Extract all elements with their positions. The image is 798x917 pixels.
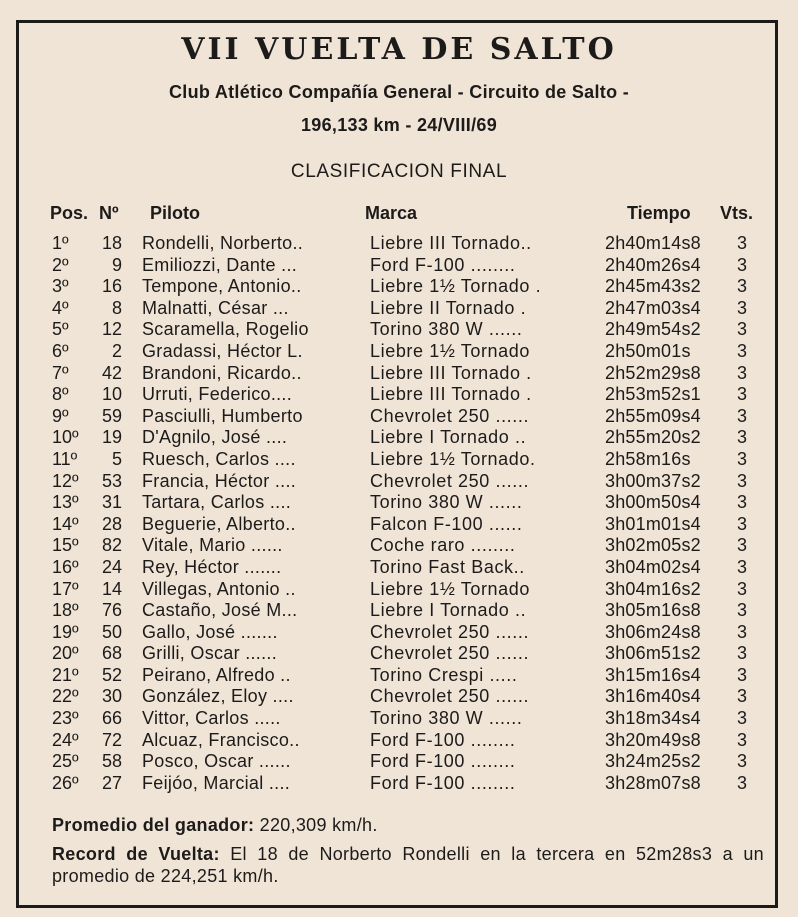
row-laps: 3 bbox=[737, 535, 748, 556]
row-car: Coche raro ........ bbox=[370, 535, 516, 556]
row-driver: Villegas, Antonio .. bbox=[142, 578, 296, 599]
row-driver: Emiliozzi, Dante ... bbox=[142, 254, 298, 275]
row-position: 23º bbox=[52, 708, 79, 729]
row-car: Chevrolet 250 ...... bbox=[370, 621, 530, 642]
row-driver: Malnatti, César ... bbox=[142, 297, 289, 318]
row-number: 8 bbox=[111, 297, 122, 318]
row-position: 7º bbox=[52, 362, 69, 383]
page-title: VII VUELTA DE SALTO bbox=[181, 32, 617, 67]
row-car: Falcon F-100 ...... bbox=[370, 513, 523, 534]
row-number: 27 bbox=[101, 772, 122, 793]
table-row bbox=[0, 341, 798, 363]
row-number: 52 bbox=[101, 664, 122, 685]
row-laps: 3 bbox=[737, 384, 748, 405]
row-laps: 3 bbox=[737, 254, 748, 275]
winner-average bbox=[52, 815, 378, 836]
row-laps: 3 bbox=[737, 276, 748, 297]
row-time: 2h47m03s4 bbox=[605, 297, 701, 318]
row-position: 1º bbox=[52, 233, 69, 253]
table-row bbox=[0, 579, 798, 601]
row-driver: Tartara, Carlos .... bbox=[142, 492, 292, 513]
table-row bbox=[0, 708, 798, 730]
row-number: 31 bbox=[101, 492, 122, 513]
row-time: 3h01m01s4 bbox=[605, 513, 701, 534]
row-time: 3h05m16s8 bbox=[605, 600, 701, 621]
row-time: 3h00m50s4 bbox=[605, 492, 701, 513]
row-time: 2h40m14s8 bbox=[605, 233, 701, 253]
table-row bbox=[0, 233, 798, 255]
row-position: 10º bbox=[52, 427, 79, 448]
row-laps: 3 bbox=[737, 751, 748, 772]
header-marca: Marca bbox=[365, 203, 418, 223]
row-position: 2º bbox=[52, 254, 69, 275]
event-subtitle: Club Atlético Compañía General - Circuito de Salto - bbox=[169, 82, 629, 102]
row-position: 17º bbox=[52, 578, 79, 599]
winner-average-value: 220,309 km/h. bbox=[259, 815, 378, 835]
table-row bbox=[0, 319, 798, 341]
table-row bbox=[0, 535, 798, 557]
row-position: 13º bbox=[52, 492, 79, 513]
table-row bbox=[0, 686, 798, 708]
row-driver: Brandoni, Ricardo.. bbox=[142, 362, 302, 383]
table-row bbox=[0, 773, 798, 795]
table-row bbox=[0, 514, 798, 536]
row-number: 18 bbox=[101, 233, 122, 253]
row-time: 3h16m40s4 bbox=[605, 686, 701, 707]
row-car: Ford F-100 ........ bbox=[370, 729, 516, 750]
table-row bbox=[0, 449, 798, 471]
table-row bbox=[0, 471, 798, 493]
row-car: Liebre 1½ Tornado bbox=[370, 578, 530, 599]
row-number: 72 bbox=[101, 729, 122, 750]
row-position: 6º bbox=[52, 340, 69, 361]
row-car: Liebre 1½ Tornado bbox=[370, 340, 530, 361]
row-driver: Posco, Oscar ...... bbox=[142, 751, 291, 772]
row-driver: Gallo, José ....... bbox=[142, 621, 278, 642]
row-number: 24 bbox=[101, 556, 122, 577]
row-position: 12º bbox=[52, 470, 79, 491]
row-position: 18º bbox=[52, 600, 79, 621]
row-laps: 3 bbox=[737, 405, 748, 426]
row-laps: 3 bbox=[737, 578, 748, 599]
table-row bbox=[0, 255, 798, 277]
table-row bbox=[0, 600, 798, 622]
row-driver: Castaño, José M... bbox=[142, 600, 298, 621]
row-time: 3h24m25s2 bbox=[605, 751, 701, 772]
row-position: 20º bbox=[52, 643, 79, 664]
row-number: 28 bbox=[101, 513, 122, 534]
row-laps: 3 bbox=[737, 513, 748, 534]
row-time: 2h40m26s4 bbox=[605, 254, 701, 275]
row-number: 12 bbox=[101, 319, 122, 340]
row-time: 2h52m29s8 bbox=[605, 362, 701, 383]
winner-average-label: Promedio del ganador: bbox=[52, 815, 255, 835]
row-laps: 3 bbox=[737, 621, 748, 642]
row-car: Torino Crespi ..... bbox=[370, 664, 518, 685]
row-position: 3º bbox=[52, 276, 69, 297]
row-car: Ford F-100 ........ bbox=[370, 254, 516, 275]
row-position: 25º bbox=[52, 751, 79, 772]
header-piloto: Piloto bbox=[150, 203, 200, 223]
table-row bbox=[0, 730, 798, 752]
row-laps: 3 bbox=[737, 470, 748, 491]
row-time: 3h02m05s2 bbox=[605, 535, 701, 556]
header-tiempo: Tiempo bbox=[627, 203, 691, 223]
row-position: 24º bbox=[52, 729, 79, 750]
row-laps: 3 bbox=[737, 362, 748, 383]
table-row bbox=[0, 427, 798, 449]
row-driver: Grilli, Oscar ...... bbox=[142, 643, 278, 664]
table-row bbox=[0, 298, 798, 320]
row-laps: 3 bbox=[737, 297, 748, 318]
row-laps: 3 bbox=[737, 448, 748, 469]
row-number: 53 bbox=[101, 470, 122, 491]
table-row bbox=[0, 643, 798, 665]
row-laps: 3 bbox=[737, 729, 748, 750]
row-car: Ford F-100 ........ bbox=[370, 772, 516, 793]
header-vts: Vts. bbox=[720, 203, 754, 223]
row-car: Chevrolet 250 ...... bbox=[370, 405, 530, 426]
row-number: 68 bbox=[101, 643, 122, 664]
row-car: Torino 380 W ...... bbox=[370, 492, 523, 513]
row-number: 10 bbox=[101, 384, 122, 405]
row-laps: 3 bbox=[737, 600, 748, 621]
row-laps: 3 bbox=[737, 643, 748, 664]
lap-record-label: Record de Vuelta: bbox=[52, 844, 220, 864]
row-laps: 3 bbox=[737, 427, 748, 448]
row-number: 14 bbox=[101, 578, 122, 599]
row-driver: Pasciulli, Humberto bbox=[142, 405, 303, 426]
row-position: 21º bbox=[52, 664, 79, 685]
row-number: 76 bbox=[101, 600, 122, 621]
row-number: 9 bbox=[111, 254, 122, 275]
row-laps: 3 bbox=[737, 708, 748, 729]
table-row bbox=[0, 406, 798, 428]
table-row bbox=[0, 665, 798, 687]
table-row bbox=[0, 276, 798, 298]
row-car: Liebre III Tornado.. bbox=[370, 233, 532, 253]
row-driver: Rondelli, Norberto.. bbox=[142, 233, 304, 253]
row-number: 50 bbox=[101, 621, 122, 642]
row-driver: D'Agnilo, José .... bbox=[142, 427, 288, 448]
table-row bbox=[0, 751, 798, 773]
row-time: 2h55m09s4 bbox=[605, 405, 701, 426]
row-car: Torino 380 W ...... bbox=[370, 708, 523, 729]
row-time: 3h00m37s2 bbox=[605, 470, 701, 491]
row-driver: Beguerie, Alberto.. bbox=[142, 513, 296, 534]
row-laps: 3 bbox=[737, 340, 748, 361]
row-driver: Rey, Héctor ....... bbox=[142, 556, 282, 577]
row-car: Liebre III Tornado . bbox=[370, 362, 532, 383]
row-driver: Urruti, Federico.... bbox=[142, 384, 293, 405]
row-position: 22º bbox=[52, 686, 79, 707]
row-laps: 3 bbox=[737, 556, 748, 577]
row-number: 82 bbox=[101, 535, 122, 556]
row-number: 30 bbox=[101, 686, 122, 707]
row-laps: 3 bbox=[737, 319, 748, 340]
row-driver: Scaramella, Rogelio bbox=[142, 319, 309, 340]
row-driver: Peirano, Alfredo .. bbox=[142, 664, 291, 685]
table-row bbox=[0, 622, 798, 644]
row-driver: Ruesch, Carlos .... bbox=[142, 448, 296, 469]
row-time: 3h06m24s8 bbox=[605, 621, 701, 642]
row-laps: 3 bbox=[737, 492, 748, 513]
lap-record bbox=[52, 843, 764, 887]
row-time: 2h58m16s bbox=[605, 448, 691, 469]
table-row bbox=[0, 363, 798, 385]
lap-record-value: El 18 de Norberto Rondelli en la tercera en 52m28s3 a un promedio de 224,251 km/h. bbox=[52, 844, 764, 886]
row-driver: Gradassi, Héctor L. bbox=[142, 340, 303, 361]
row-laps: 3 bbox=[737, 686, 748, 707]
row-car: Chevrolet 250 ...... bbox=[370, 470, 530, 491]
row-number: 42 bbox=[101, 362, 122, 383]
row-number: 58 bbox=[101, 751, 122, 772]
row-position: 15º bbox=[52, 535, 79, 556]
row-time: 3h06m51s2 bbox=[605, 643, 701, 664]
header-num: Nº bbox=[99, 203, 119, 223]
row-car: Ford F-100 ........ bbox=[370, 751, 516, 772]
row-number: 5 bbox=[111, 448, 122, 469]
row-driver: Feijóo, Marcial .... bbox=[142, 772, 291, 793]
row-laps: 3 bbox=[737, 233, 748, 253]
row-time: 3h15m16s4 bbox=[605, 664, 701, 685]
row-car: Liebre I Tornado .. bbox=[370, 427, 527, 448]
row-number: 2 bbox=[111, 340, 122, 361]
row-laps: 3 bbox=[737, 772, 748, 793]
table-row bbox=[0, 492, 798, 514]
row-time: 3h04m02s4 bbox=[605, 556, 701, 577]
row-driver: Tempone, Antonio.. bbox=[142, 276, 302, 297]
table-row bbox=[0, 384, 798, 406]
row-position: 11º bbox=[52, 448, 78, 469]
row-position: 19º bbox=[52, 621, 79, 642]
event-distance-date: 196,133 km - 24/VIII/69 bbox=[300, 115, 498, 135]
row-position: 8º bbox=[52, 384, 69, 405]
row-position: 14º bbox=[52, 513, 79, 534]
row-car: Torino Fast Back.. bbox=[370, 556, 525, 577]
table-row bbox=[0, 557, 798, 579]
row-position: 9º bbox=[52, 405, 69, 426]
row-time: 3h18m34s4 bbox=[605, 708, 701, 729]
row-number: 16 bbox=[101, 276, 122, 297]
row-car: Liebre II Tornado . bbox=[370, 297, 527, 318]
row-driver: Vittor, Carlos ..... bbox=[142, 708, 281, 729]
row-time: 2h45m43s2 bbox=[605, 276, 701, 297]
row-driver: González, Eloy .... bbox=[142, 686, 294, 707]
row-time: 2h53m52s1 bbox=[605, 384, 701, 405]
row-driver: Francia, Héctor .... bbox=[142, 470, 297, 491]
row-time: 3h28m07s8 bbox=[605, 772, 701, 793]
row-number: 66 bbox=[101, 708, 122, 729]
row-position: 26º bbox=[52, 772, 79, 793]
row-position: 4º bbox=[52, 297, 69, 318]
row-car: Liebre 1½ Tornado. bbox=[370, 448, 536, 469]
row-time: 2h50m01s bbox=[605, 340, 691, 361]
row-car: Liebre III Tornado . bbox=[370, 384, 532, 405]
row-number: 59 bbox=[101, 405, 122, 426]
row-time: 3h04m16s2 bbox=[605, 578, 701, 599]
row-driver: Alcuaz, Francisco.. bbox=[142, 729, 300, 750]
header-pos: Pos. bbox=[50, 203, 89, 223]
row-time: 2h55m20s2 bbox=[605, 427, 701, 448]
row-car: Chevrolet 250 ...... bbox=[370, 686, 530, 707]
results-table bbox=[0, 233, 798, 794]
row-laps: 3 bbox=[737, 664, 748, 685]
row-car: Liebre I Tornado .. bbox=[370, 600, 527, 621]
row-time: 2h49m54s2 bbox=[605, 319, 701, 340]
row-number: 19 bbox=[101, 427, 122, 448]
row-car: Chevrolet 250 ...... bbox=[370, 643, 530, 664]
row-driver: Vitale, Mario ...... bbox=[142, 535, 283, 556]
row-position: 16º bbox=[52, 556, 79, 577]
row-time: 3h20m49s8 bbox=[605, 729, 701, 750]
row-car: Torino 380 W ...... bbox=[370, 319, 523, 340]
row-position: 5º bbox=[52, 319, 69, 340]
section-title: CLASIFICACION FINAL bbox=[290, 161, 508, 182]
row-car: Liebre 1½ Tornado . bbox=[370, 276, 542, 297]
